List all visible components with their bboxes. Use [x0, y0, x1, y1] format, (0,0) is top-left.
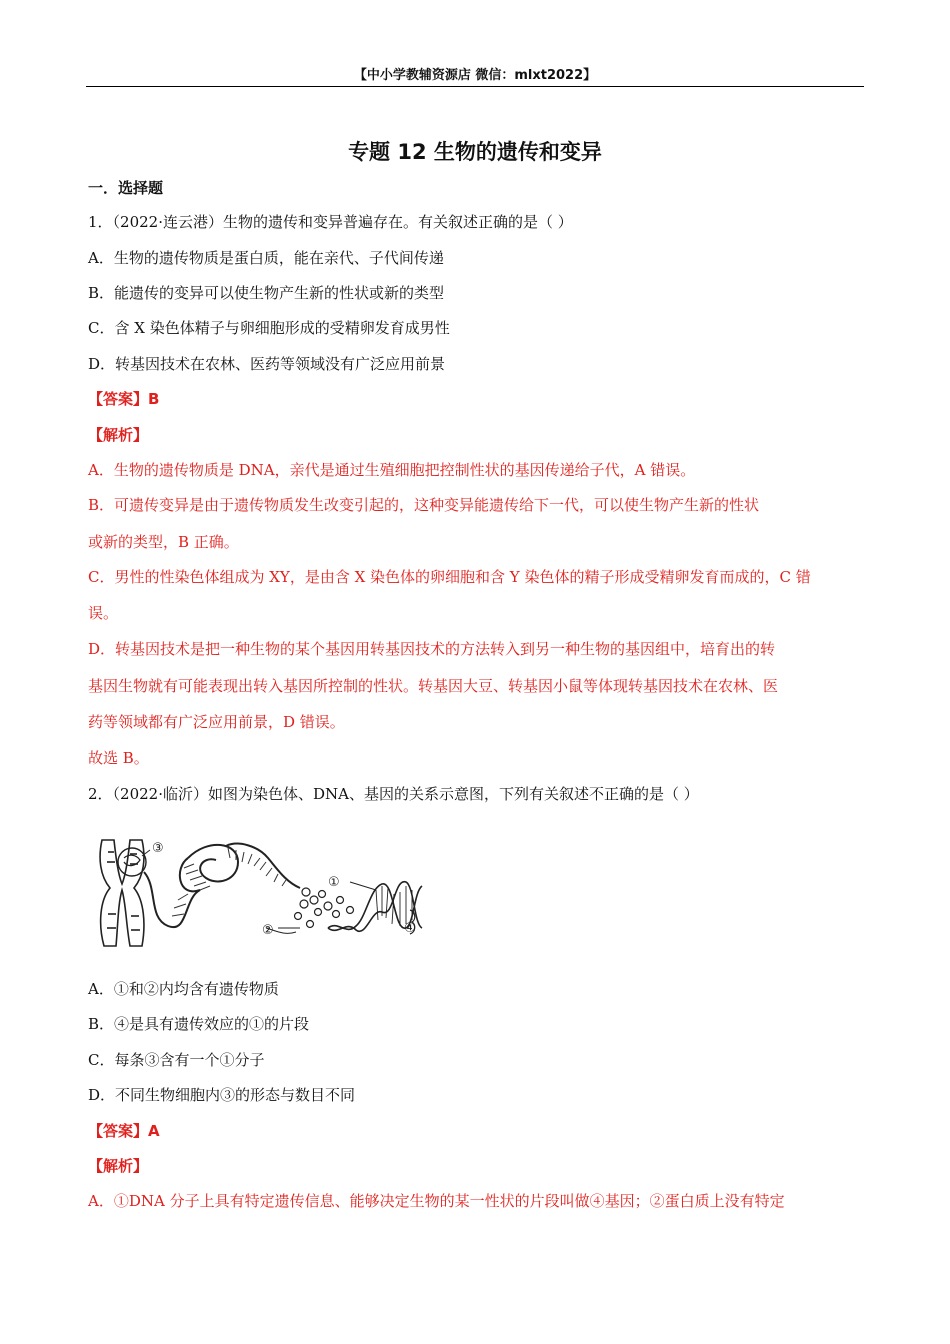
question-2-option-c: C．每条③含有一个①分子	[88, 1051, 265, 1069]
question-1-analysis-label: 【解析】	[88, 426, 149, 444]
question-2-analysis-label: 【解析】	[88, 1157, 149, 1175]
question-1-option-b: B．能遗传的变异可以使生物产生新的性状或新的类型	[88, 284, 445, 302]
question-1-analysis-line: C．男性的性染色体组成为 XY，是由含 X 染色体的卵细胞和含 Y 染色体的精子形成受精卵发育而成的，C 错	[88, 568, 811, 586]
figure-label-1: ①	[328, 875, 340, 890]
page-header: 【中小学教辅资源店 微信：mlxt2022】	[353, 68, 597, 83]
question-1-analysis-line: A．生物的遗传物质是 DNA，亲代是通过生殖细胞把控制性状的基因传递给子代，A 错误。	[88, 461, 696, 479]
figure-label-3: ③	[152, 841, 164, 856]
question-1-option-a: A．生物的遗传物质是蛋白质，能在亲代、子代间传递	[88, 249, 444, 267]
question-1-analysis-line: 误。	[88, 604, 119, 622]
question-1-analysis-line: 或新的类型，B 正确。	[88, 533, 239, 551]
question-1-conclusion: 故选 B。	[88, 749, 149, 767]
question-1-option-d: D．转基因技术在农林、医药等领域没有广泛应用前景	[88, 355, 446, 373]
header-divider	[86, 86, 864, 87]
question-1-analysis-line: 药等领域都有广泛应用前景，D 错误。	[88, 713, 345, 731]
section-heading: 一．选择题	[88, 179, 164, 197]
question-2-stem: 2．（2022·临沂）如图为染色体、DNA、基因的关系示意图，下列有关叙述不正确的是（ ）	[88, 785, 699, 803]
chromatin-coil	[144, 844, 300, 928]
question-2-option-a: A．①和②内均含有遗传物质	[88, 980, 279, 998]
question-2-analysis-line: A．①DNA 分子上具有特定遗传信息、能够决定生物的某一性状的片段叫做④基因；②蛋白质上没有特定	[88, 1192, 785, 1210]
chromosome-shape	[100, 840, 144, 946]
question-2-option-b: B．④是具有遗传效应的①的片段	[88, 1015, 310, 1033]
nucleosome-beads	[295, 888, 354, 928]
question-1-analysis-line: B．可遗传变异是由于遗传物质发生改变引起的，这种变异能遗传给下一代，可以使生物产生新的性状	[88, 496, 760, 514]
question-1-analysis-line: 基因生物就有可能表现出转入基因所控制的性状。转基因大豆、转基因小鼠等体现转基因技术在农林、医	[88, 677, 779, 695]
question-1-option-c: C．含 X 染色体精子与卵细胞形成的受精卵发育成男性	[88, 319, 450, 337]
question-1-analysis-line: D．转基因技术是把一种生物的某个基因用转基因技术的方法转入到另一种生物的基因组中，培育出的转	[88, 640, 776, 658]
figure-label-2: ②	[262, 923, 274, 938]
question-1-stem: 1．（2022·连云港）生物的遗传和变异普遍存在。有关叙述正确的是（ ）	[88, 213, 573, 231]
question-1-answer: 【答案】B	[88, 390, 160, 408]
question-2-option-d: D．不同生物细胞内③的形态与数目不同	[88, 1086, 356, 1104]
document-title: 专题 12 生物的遗传和变异	[348, 140, 602, 164]
question-2-answer: 【答案】A	[88, 1122, 160, 1140]
figure-label-4: ④	[404, 921, 416, 936]
chromosome-dna-gene-diagram	[88, 828, 428, 952]
